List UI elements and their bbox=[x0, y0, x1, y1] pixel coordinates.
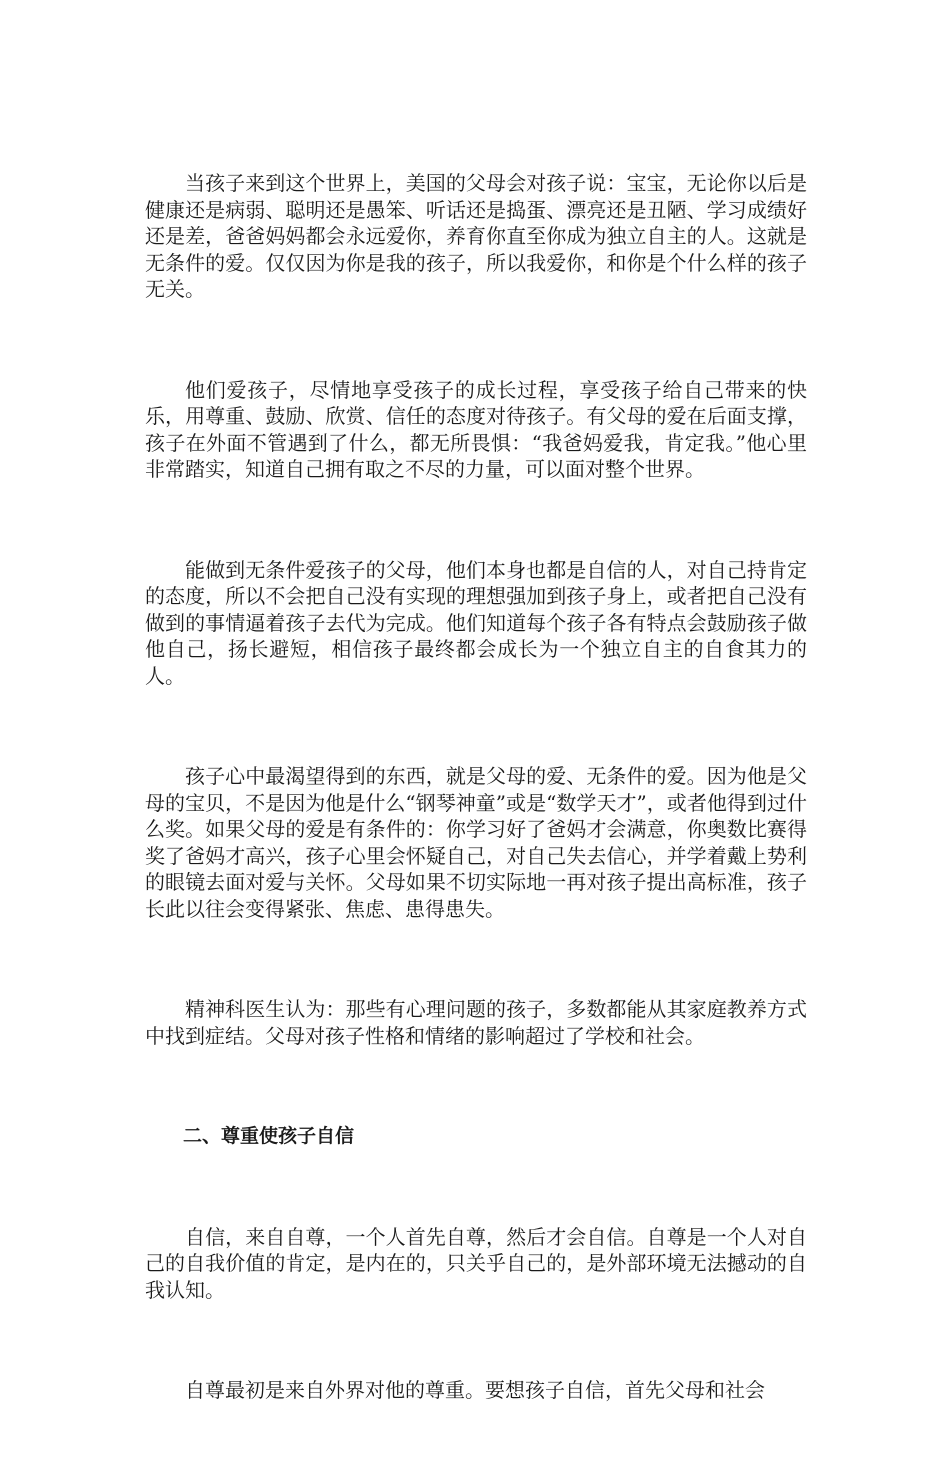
paragraph-enjoy-growth: 他们爱孩子，尽情地享受孩子的成长过程，享受孩子给自己带来的快乐，用尊重、鼓励、欣赏、信任的态度对待孩子。有父母的爱在后面支撑，孩子在外面不管遇到了什么，都无所畏惧：“我爸妈爱我，肯定我。”他心里非常踏实，知道自己拥有取之不尽的力量，可以面对整个世界。 bbox=[145, 377, 807, 481]
paragraph-external-respect: 自尊最初是来自外界对他的尊重。要想孩子自信，首先父母和社会 bbox=[185, 1378, 765, 1402]
document-body bbox=[145, 170, 807, 1478]
paragraph-conditional-love: 孩子心中最渴望得到的东西，就是父母的爱、无条件的爱。因为他是父母的宝贝，不是因为他是什么“钢琴神童”或是“数学天才”，或者他得到过什么奖。如果父母的爱是有条件的：你学习好了爸妈才会满意，你奥数比赛得奖了爸妈才高兴，孩子心里会怀疑自己，对自己失去信心，并学着戴上势利的眼镜去面对爱与关怀。父母如果不切实际地一再对孩子提出高标准，孩子长此以往会变得紧张、焦虑、患得患失。 bbox=[145, 764, 807, 921]
paragraph-self-esteem: 自信，来自自尊，一个人首先自尊，然后才会自信。自尊是一个人对自己的自我价值的肯定，是内在的，只关乎自己的，是外部环境无法撼动的自我认知。 bbox=[145, 1224, 807, 1302]
paragraph-unconditional-love: 当孩子来到这个世界上，美国的父母会对孩子说：宝宝，无论你以后是健康还是病弱、聪明还是愚笨、听话还是捣蛋、漂亮还是丑陋、学习成绩好还是差，爸爸妈妈都会永远爱你，养育你直至你成为独立自主的人。这就是无条件的爱。仅仅因为你是我的孩子，所以我爱你，和你是个什么样的孩子无关。 bbox=[145, 171, 807, 301]
section-heading: 二、尊重使孩子自信 bbox=[183, 1125, 355, 1147]
paragraph-psychiatrist-view: 精神科医生认为：那些有心理问题的孩子，多数都能从其家庭教养方式中找到症结。父母对孩子性格和情绪的影响超过了学校和社会。 bbox=[145, 997, 807, 1048]
paragraph-confident-parents: 能做到无条件爱孩子的父母，他们本身也都是自信的人，对自己持肯定的态度，所以不会把自己没有实现的理想强加到孩子身上，或者把自己没有做到的事情逼着孩子去代为完成。他们知道每个孩子各有特点会鼓励孩子做他自己，扬长避短，相信孩子最终都会成长为一个独立自主的自食其力的人。 bbox=[145, 557, 807, 688]
